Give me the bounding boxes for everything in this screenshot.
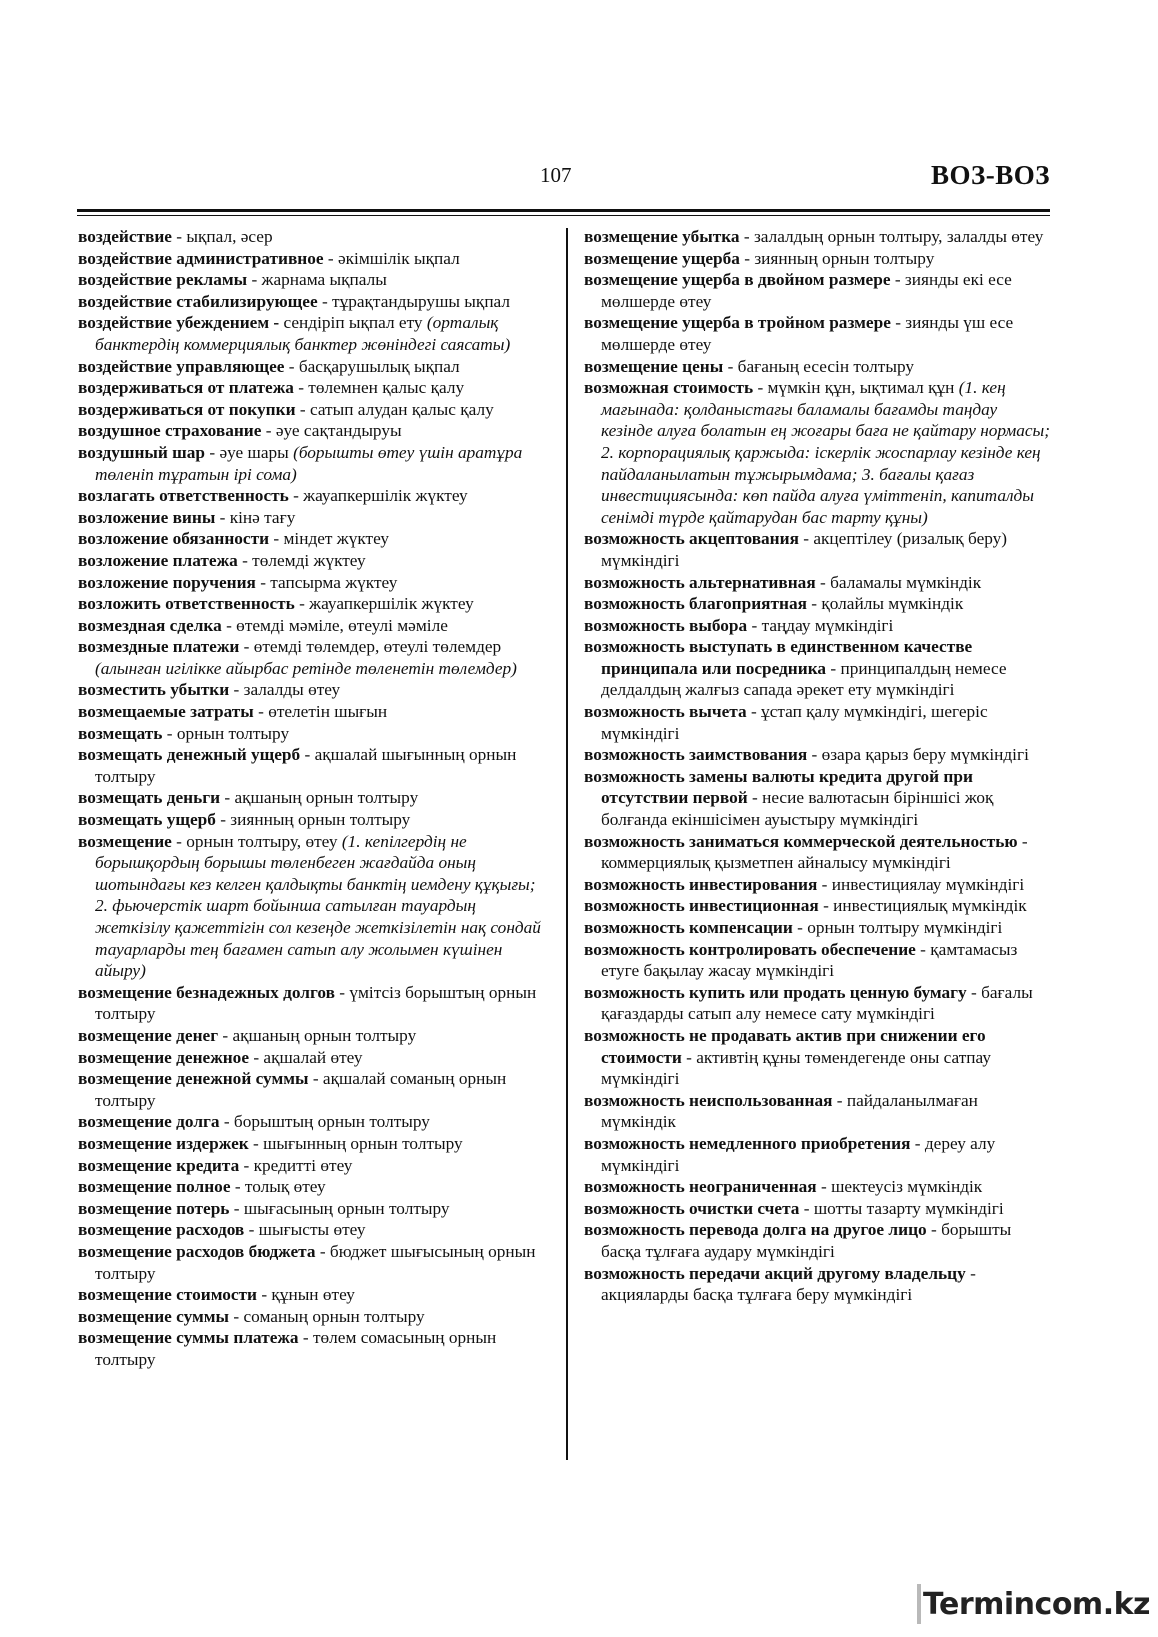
entry-definition: орнын толтыру [176,723,290,743]
entry-term: возможность выступать в единственном качестве принципала или посредника [584,637,973,678]
entry-definition: борыштың орнын толтыру [233,1112,430,1132]
entry-separator: - [215,507,230,527]
entry-term: возмещать деньги [78,788,221,808]
entry-definition: басқарушылық ықпал [298,356,460,376]
dictionary-entry [584,701,1050,744]
dictionary-entry [584,1025,1050,1090]
entry-definition: соманың орнын толтыру [243,1306,425,1326]
entry-separator: - [815,572,831,592]
dictionary-entry [78,528,545,550]
dictionary-entry [584,1133,1050,1176]
entry-note: (1. кепілгердің не борышқордың борышы төленбеген жағдайда оның шотындағы кез келген қалдықты банктің иемдену құқығы; 2. фьючерстік шарт бойынша сатылған тауардың жеткізілу қажеттігін сол кезеңде жеткізілетін нақ сондай тауарларды тең бағамен сатып алу жолымен күшінен айыру) [95,831,541,981]
entry-term: возможность акцептования [584,529,799,549]
entry-note: (алынған игілікке айырбас ретінде төленетін төлемдер) [95,658,517,678]
entry-term: возможность заниматься коммерческой деятельностью [584,831,1018,851]
entry-definition: акцептілеу (ризалық беру) мүмкіндігі [601,529,1008,570]
entry-definition: өтемді төлемдер, өтеулі төлемдер [253,637,502,657]
entry-definition: зиянның орнын толтыру [230,810,411,830]
entry-term: возлагать ответственность [78,486,289,506]
entry-separator: - [890,313,906,333]
entry-separator: - [915,939,931,959]
entry-note: (1. кең мағынада: қолданыстағы баламалы бағамды таңдау кезінде алуға болатын ең жоғары баға не қайтару нормасы; 2. корпорациялық қаржыда: іскерлік жоспарлау кезінде кең пайдаланылатын тұжырымдама; 3. бағалы қағаз инвестициясында: көп пайда алуға үміттеніп, капиталды сенімді түрде қайтарудан бас тарту құны) [601,378,1050,527]
entry-term: возмещение цены [584,356,724,376]
entry-term: возмещение суммы [78,1306,230,1326]
entry-separator: - [288,486,304,506]
dictionary-entry [78,572,545,594]
entry-definition: баламалы мүмкіндік [830,572,982,592]
entry-separator: - [244,1220,259,1240]
entry-separator: - [308,1069,323,1089]
dictionary-entry [584,895,1050,917]
entry-separator: - [220,788,235,808]
entry-separator: - [295,399,310,419]
entry-definition: ұстап қалу мүмкіндігі, шегеріс мүмкіндігі [601,702,988,743]
entry-term: возмещение расходов бюджета [78,1241,316,1261]
entry-term: воздушный шар [78,442,206,462]
entry-separator: - [826,658,841,678]
dictionary-entry [78,507,545,529]
entry-definition: таңдау мүмкіндігі [761,615,894,635]
entry-term: возложение поручения [78,572,256,592]
dictionary-entry [78,1047,545,1069]
dictionary-entry [584,982,1050,1025]
entry-term: возможность не продавать актив при снижении его стоимости [584,1025,986,1067]
dictionary-entry [78,269,545,291]
dictionary-entry [78,226,545,248]
entry-separator: - [221,615,237,635]
entry-separator: - [257,1285,272,1305]
entry-definition: ақшаның орнын толтыру [232,1025,417,1045]
entry-separator: - [255,572,271,592]
entry-definition: жауапкершілік жүктеу [309,594,474,614]
dictionary-entry [78,787,545,809]
entry-term: возможность инвестиционная [584,896,819,916]
right-column [584,226,1050,1306]
dictionary-entry [584,1176,1050,1198]
entry-definition: тапсырма жүктеу [270,572,398,592]
column-divider [566,228,568,1460]
entry-separator: - [229,1198,244,1218]
dictionary-entry [78,550,545,572]
entry-separator: - [792,918,808,937]
entry-definition: акцияларды басқа тұлғаға беру мүмкіндігі [601,1285,913,1305]
entry-separator: - [237,550,253,570]
entry-term: возможность передачи акций другому владельцу [584,1263,966,1283]
entry-separator: - [171,831,187,851]
dictionary-entry [584,744,1050,766]
entry-separator: - [229,680,244,700]
entry-term: возложить ответственность [78,594,295,614]
entry-definition: жауапкершілік жүктеу [303,486,468,506]
entry-term: возможность благоприятная [584,594,807,614]
entry-term: воздерживаться от покупки [78,399,296,419]
entry-separator: - [300,745,315,765]
entry-separator: - [171,227,187,246]
entry-definition: ықпал, әсер [186,227,273,246]
entry-separator: - [317,291,333,311]
entry-term: возмещение денег [78,1025,219,1045]
entry-term: возможность альтернативная [584,572,816,592]
entry-definition: борышты басқа тұлғаға аудару мүмкіндігі [601,1220,1012,1261]
entry-definition: өтемді мәміле, өтеулі мәміле [236,615,448,635]
dictionary-entry [78,1198,545,1220]
entry-term: воздействие убеждением - [78,313,280,333]
dictionary-entry [78,679,545,701]
entry-term: возможность перевода долга на другое лицо [584,1220,927,1240]
entry-separator: - [798,529,814,549]
entry-definition: қамтамасыз етуге бақылау жасау мүмкіндігі [601,939,1018,981]
entry-term: возмещение безнадежных долгов [78,982,335,1002]
page-number: 107 [540,163,572,187]
entry-definition: ақшалай шығынның орнын толтыру [95,745,517,786]
entry-definition: құнын өтеу [271,1285,355,1305]
entry-definition: өтелетін шығын [268,702,388,722]
entry-term: возмещение убытка [584,227,740,246]
dictionary-entry [78,615,545,637]
entry-definition: толық өтеу [244,1177,326,1197]
dictionary-entry [78,636,545,679]
entry-definition: әуе шары [219,442,294,462]
entry-term: возмещать денежный ущерб [78,745,301,765]
dictionary-entry [584,226,1050,248]
entry-definition: шотты тазарту мүмкіндігі [813,1198,1004,1218]
entry-term: возможная стоимость [584,378,754,398]
entry-term: возможность немедленного приобретения [584,1133,911,1153]
entry-separator: - [293,378,309,398]
entry-separator: - [294,594,310,614]
running-head: ВОЗ-ВОЗ [930,160,1050,190]
entry-separator: - [230,1177,245,1197]
entry-separator: - [799,1198,814,1218]
dictionary-entry [78,701,545,723]
entry-definition: активтің құны төмендегенде оны сатпау мүмкіндігі [601,1047,991,1089]
entry-term: возможность неиспользованная [584,1090,833,1110]
dictionary-entry [78,831,545,982]
dictionary-entry [78,1155,545,1177]
dictionary-entry [584,572,1050,594]
dictionary-entry [584,917,1050,939]
entry-separator: - [817,874,832,894]
entry-definition: зиянды екі есе мөлшерде өтеу [601,270,1012,311]
entry-term: возмещение расходов [78,1220,245,1240]
dictionary-entry [584,356,1050,378]
entry-separator: - [334,982,350,1002]
entry-definition: тұрақтандырушы ықпал [332,291,511,311]
entry-separator: - [806,594,822,614]
entry-separator: - [253,702,269,722]
entry-separator: - [269,529,284,549]
entry-separator: - [218,1025,233,1045]
dictionary-entry [78,1133,545,1155]
dictionary-entry [78,723,545,745]
entry-separator: - [747,615,762,635]
entry-term: возмездные платежи [78,637,240,657]
dictionary-entry [78,399,545,421]
entry-term: возмещать [78,723,163,743]
entry-definition: төлемнен қалыс қалу [308,378,465,398]
entry-separator: - [315,1241,330,1261]
entry-definition: төлемді жүктеу [252,550,366,570]
dictionary-entry [78,744,545,787]
entry-term: возмещение потерь [78,1198,230,1218]
entry-term: возможность купить или продать ценную бумагу [584,982,967,1002]
entry-definition: ақшалай өтеу [263,1047,363,1067]
dictionary-entry [78,442,545,485]
dictionary-entry [584,831,1050,874]
entry-term: воздерживаться от платежа [78,378,294,398]
left-column [78,226,545,1370]
entry-term: возможность компенсации [584,918,793,937]
dictionary-entry [78,1111,545,1133]
entry-separator: - [205,442,220,462]
entry-separator: - [753,378,768,398]
dictionary-entry [78,593,545,615]
entry-term: возложение обязанности [78,529,270,549]
entry-definition: шығынның орнын толтыру [263,1133,463,1153]
entry-definition: сендіріп ықпал ету [283,313,427,333]
entry-definition: ақшалай соманың орнын толтыру [95,1069,507,1110]
entry-term: возмещение ущерба [584,248,740,268]
entry-definition: инвестициялық мүмкіндік [833,896,1027,916]
entry-separator: - [681,1047,697,1067]
entry-definition: дереу алу мүмкіндігі [601,1133,996,1175]
entry-separator: - [219,1112,234,1132]
entry-separator: - [239,637,254,657]
entry-term: возмещаемые затраты [78,702,254,722]
entry-definition: міндет жүктеу [283,529,389,549]
entry-separator: - [966,982,982,1002]
entry-term: воздействие рекламы [78,270,248,290]
entry-definition: сатып алудан қалыс қалу [309,399,494,419]
entry-separator: - [739,248,755,268]
dictionary-entry [584,528,1050,571]
entry-separator: - [807,745,822,765]
entry-term: воздействие административное [78,248,324,268]
logo-bar-icon [917,1584,921,1624]
dictionary-entry [78,1025,545,1047]
entry-definition: коммерциялық қызметпен айналысу мүмкіндігі [601,853,951,873]
dictionary-entry [584,269,1050,312]
entry-separator: - [816,1177,832,1197]
entry-separator: - [323,248,338,268]
header-rule-thin [77,215,1050,216]
entry-definition: мүмкін құн, ықтимал құн [767,378,959,398]
entry-term: возмещение ущерба в тройном размере [584,313,891,333]
entry-term: возмездная сделка [78,615,222,635]
dictionary-entry [584,939,1050,982]
entry-term: возместить убытки [78,680,230,700]
entry-term: возможность заимствования [584,745,808,765]
dictionary-entry [584,766,1050,831]
entry-separator: - [723,356,738,376]
entry-separator: - [239,1155,254,1175]
dictionary-entry [78,1241,545,1284]
dictionary-entry [584,615,1050,637]
logo-text: Termincom.kz [923,1586,1150,1622]
dictionary-entry [584,312,1050,355]
entry-separator: - [890,270,905,290]
entry-separator: - [229,1306,244,1326]
dictionary-entry [78,1306,545,1328]
entry-term: воздушное страхование [78,421,262,441]
entry-definition: кредитті өтеу [253,1155,353,1175]
entry-definition: шығасының орнын толтыру [243,1198,450,1218]
dictionary-entry [78,420,545,442]
entry-term: возмещение полное [78,1177,231,1197]
entry-definition: инвестициялау мүмкіндігі [831,874,1025,894]
entry-note: (борышты өтеу үшін аратұра төленіп тұратын ірі сома) [95,442,523,484]
entry-note: (орталық банктердің коммерциялық банктер жөніндегі саясаты) [95,313,511,354]
entry-definition: принципалдың немесе делдалдың жалғыз сапада әрекет ету мүмкіндігі [601,658,1007,700]
entry-definition: бюджет шығысының орнын толтыру [95,1241,536,1283]
entry-term: воздействие [78,227,172,246]
entry-separator: - [818,896,834,916]
entry-term: возможность выбора [584,615,748,635]
dictionary-entry [78,982,545,1025]
entry-definition: орнын толтыру мүмкіндігі [807,918,1003,937]
entry-separator: - [910,1133,925,1153]
entry-term: возможность неограниченная [584,1177,817,1197]
entry-definition: залалдың орнын толтыру, залалды өтеу [753,227,1044,246]
entry-term: возложение платежа [78,550,238,570]
dictionary-entry [584,593,1050,615]
entry-separator: - [298,1328,313,1348]
dictionary-entry [584,1219,1050,1262]
entry-term: возмещение суммы платежа [78,1328,299,1348]
dictionary-entry [584,636,1050,701]
entry-term: возложение вины [78,507,216,527]
entry-definition: залалды өтеу [243,680,341,700]
dictionary-entry [78,312,545,355]
dictionary-entry [584,1263,1050,1306]
dictionary-entry [78,1327,545,1370]
entry-term: возмещение долга [78,1112,220,1132]
entry-separator: - [746,702,762,722]
entry-term: возможность очистки счета [584,1198,800,1218]
dictionary-entry [78,1176,545,1198]
dictionary-entry [584,377,1050,528]
entry-definition: пайдаланылмаған мүмкіндік [601,1090,978,1132]
dictionary-entry [584,1090,1050,1133]
entry-definition: төлем сомасының орнын толтыру [95,1328,497,1369]
entry-term: возможность вычета [584,702,747,722]
entry-definition: үмітсіз борыштың орнын толтыру [95,982,537,1024]
entry-definition: несие валютасын біріншісі жоқ болғанда екіншісімен ауыстыру мүмкіндігі [601,788,994,830]
dictionary-entry [584,248,1050,270]
dictionary-entry [78,356,545,378]
entry-definition: әуе сақтандыруы [275,421,402,441]
entry-separator: - [248,1133,264,1153]
entry-term: воздействие стабилизирующее [78,291,318,311]
entry-definition: кінә тағу [229,507,296,527]
dictionary-entry [78,1219,545,1241]
dictionary-entry [78,377,545,399]
dictionary-entry [78,291,545,313]
entry-separator: - [832,1090,847,1110]
entry-definition: шектеусіз мүмкіндік [831,1177,983,1197]
entry-separator: - [247,270,262,290]
entry-definition: жарнама ықпалы [261,270,387,290]
entry-separator: - [926,1220,942,1240]
entry-definition: ақшаның орнын толтыру [234,788,419,808]
entry-separator: - [249,1047,264,1067]
header-rule-thick [77,209,1050,212]
entry-definition: бағалы қағаздарды сатып алу немесе сату мүмкіндігі [601,982,1033,1024]
entry-definition: бағаның есесін толтыру [737,356,915,376]
dictionary-entry [78,809,545,831]
entry-term: возможность инвестирования [584,874,818,894]
entry-separator: - [261,421,276,441]
entry-separator: - [162,723,177,743]
entry-definition: шығысты өтеу [258,1220,366,1240]
entry-definition: орнын толтыру, өтеу [186,831,342,851]
entry-definition: әкімшілік ықпал [337,248,460,268]
entry-term: возмещение [78,831,172,851]
dictionary-entry [78,248,545,270]
entry-term: возмещение кредита [78,1155,240,1175]
entry-separator: - [215,810,231,830]
entry-term: возмещение денежной суммы [78,1069,309,1089]
entry-term: возможность замены валюты кредита другой при отсутствии первой [584,766,973,808]
entry-term: возмещение денежное [78,1047,249,1067]
entry-definition: өзара қарыз беру мүмкіндігі [821,745,1029,765]
dictionary-entry [78,1068,545,1111]
entry-term: воздействие управляющее [78,356,285,376]
entry-separator: - [965,1263,976,1283]
watermark-logo [917,1582,1150,1626]
entry-definition: зиянның орнын толтыру [754,248,935,268]
dictionary-entry [78,485,545,507]
entry-separator: - [1017,831,1028,851]
dictionary-entry [78,1284,545,1306]
entry-separator: - [739,227,754,246]
entry-separator: - [284,356,299,376]
entry-definition: қолайлы мүмкіндік [821,594,964,614]
entry-term: возмещать ущерб [78,810,216,830]
entry-term: возмещение издержек [78,1133,249,1153]
entry-term: возмещение стоимости [78,1285,257,1305]
dictionary-entry [584,1198,1050,1220]
dictionary-entry [584,874,1050,896]
entry-separator: - [747,788,763,808]
entry-term: возможность контролировать обеспечение [584,939,916,959]
entry-definition: зиянды үш есе мөлшерде өтеу [601,313,1014,354]
entry-term: возмещение ущерба в двойном размере [584,270,891,290]
